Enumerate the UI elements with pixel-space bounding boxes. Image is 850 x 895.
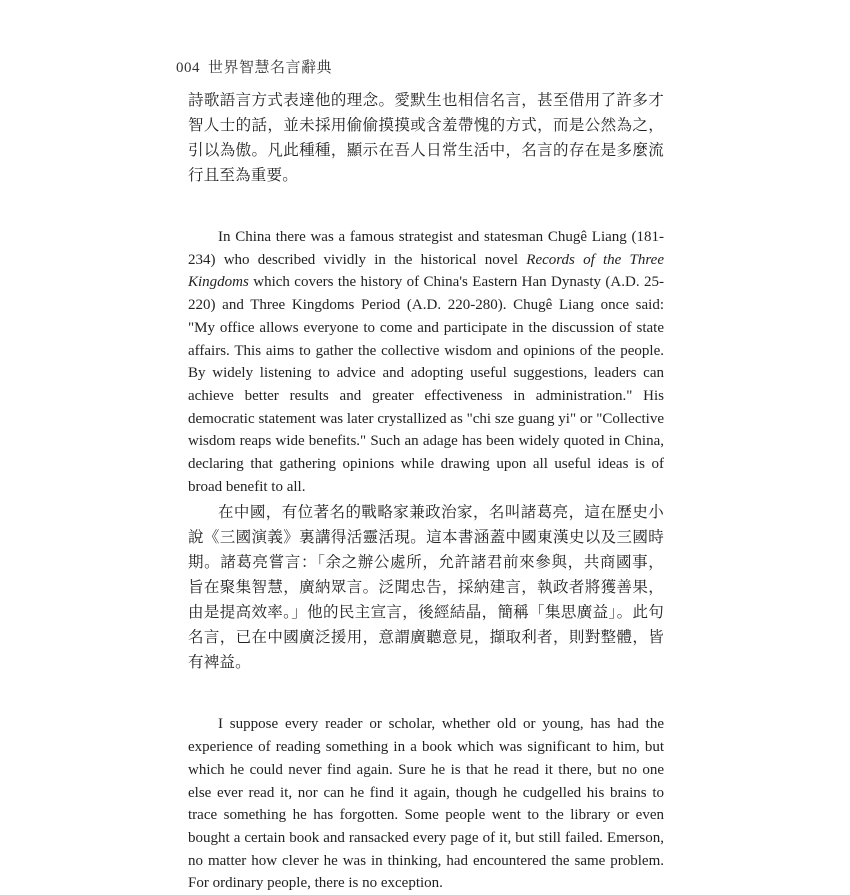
paragraph-english-2: I suppose every reader or scholar, whether old or young, has had the experience of reading something in a book which was significant to him, but which he could never find again. Sure he is that he read it there, but no one else ever read it, nor can he find it again, though he cudgelled his brains to trace something he has forgotten. Some people went to the library or even bought a certain book and ransacked every page of it, but still failed. Emerson, no matter how clever he was in thinking, had encountered the same problem. For ordinary people, there is no exception. [188,716,664,892]
running-header [176,56,332,77]
paragraph-english-1-part-b: which covers the history of China's Eastern Han Dynasty (A.D. 25-220) and Three Kingdoms Period (A.D. 220-280). Chugê Liang once said: "My office allows everyone to come and participate in the discussion of state affairs. This aims to gather the collective wisdom and opinions of the people. By widely listening to advice and adopting useful suggestions, leaders can achieve better results and greater effectiveness in administration." His democratic statement was later crystallized as "chi sze guang yi" or "Collective wisdom reaps wide benefits." Such an adage has been widely quoted in China, declaring that gathering opinions while drawing upon all useful ideas is of broad benefit to all. [188,274,664,495]
paragraph-chinese-2: 在中國，有位著名的戰略家兼政治家，名叫諸葛亮，這在歷史小說《三國演義》裏講得活靈活現。這本書涵蓋中國東漢史以及三國時期。諸葛亮嘗言：「余之辦公處所，允許諸君前來參與，共商國事，旨在聚集智慧，廣納眾言。泛聞忠告，採納建言，執政者將獲善果，由是提高效率。」他的民主宣言，後經結晶，簡稱「集思廣益」。此句名言，已在中國廣泛援用，意謂廣聽意見，擷取利者，則對整體，皆有裨益。 [188,503,664,672]
paragraph-english-1 [188,226,664,498]
book-title: 世界智慧名言辭典 [208,60,333,76]
paragraph-chinese-1: 詩歌語言方式表達他的理念。愛默生也相信名言，甚至借用了許多才智人士的話，並未採用偷偷摸摸或含羞帶愧的方式，而是公然為之，引以為傲。凡此種種，顯示在吾人日常生活中，名言的存在是多麼流行且至為重要。 [188,91,664,184]
page-number: 004 [176,60,200,76]
paragraph-english-1-part-a: In China there was a famous strategist and statesman Chugê Liang (181-234) who described vividly in the historical novel [188,229,664,268]
novel-title: Records of the Three Kingdoms [188,251,664,291]
page-body [188,88,664,895]
